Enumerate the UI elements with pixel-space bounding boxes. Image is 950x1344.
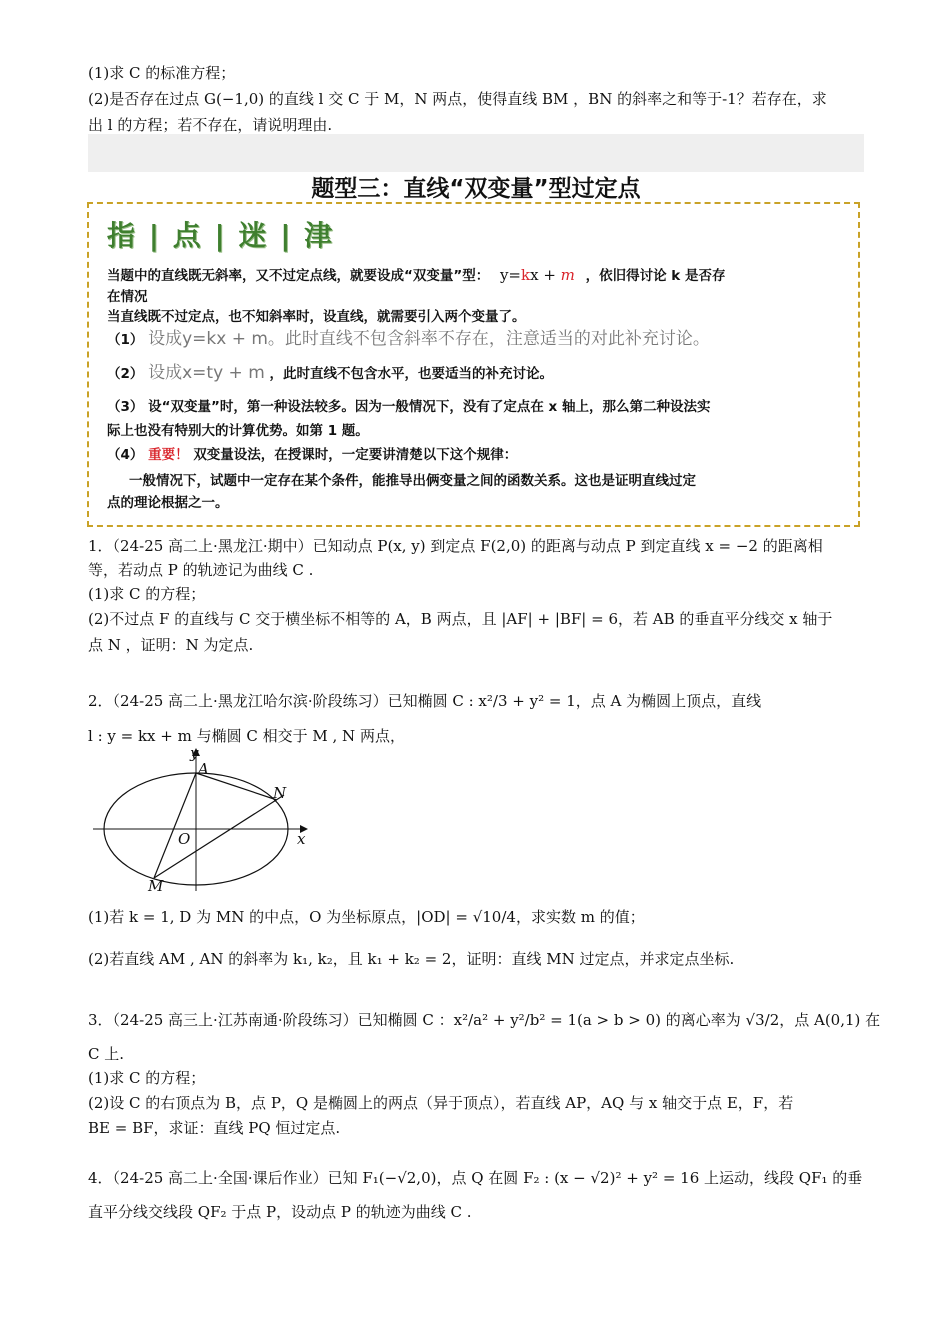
prev-question-part-2: (2)是否存在过点 G(−1,0) 的直线 l 交 C 于 M，N 两点，使得直线 BM ，BN 的斜率之和等于-1？若存在，求 [88, 90, 827, 108]
tips-paragraph-2: 当直线既不过定点，也不知斜率时，设直线，就需要引入两个变量了。 [107, 309, 526, 325]
tips-item-1 [107, 328, 852, 351]
tips-item-2-text: ，此时直线不包含水平，也要适当的补充讨论。 [269, 366, 553, 382]
tips-p1-text-end: ，依旧得讨论 k 是否存 [585, 268, 726, 284]
tips-paragraph-1-cont: 在情况 [107, 289, 148, 305]
tips-item-2 [107, 362, 852, 385]
problem-1-part-2: (2)不过点 F 的直线与 C 交于横坐标不相等的 A，B 两点，且 |AF| + |BF| = 6，若 AB 的垂直平分线交 x 轴于 [88, 610, 833, 628]
problem-1-stem: 1．（24-25 高二上·黑龙江·期中）已知动点 P(x, y) 到定点 F(2,0) 的距离与动点 P 到定直线 x = −2 的距离相 [88, 537, 823, 555]
label-m: M [148, 877, 164, 894]
tips-box [87, 202, 860, 527]
label-n: N [273, 784, 287, 802]
tips-item-3 [107, 396, 852, 418]
formula-x: x + [530, 266, 561, 284]
problem-2-part-1: (1)若 k = 1, D 为 MN 的中点，O 为坐标原点，|OD| = √10/4，求实数 m 的值； [88, 908, 645, 926]
prev-question-part-2-cont: 出 l 的方程；若不存在，请说明理由. [88, 116, 333, 134]
label-a: A [198, 760, 209, 778]
tips-item-4-detail-cont: 点的理论根据之一。 [107, 495, 229, 511]
line-mn [154, 795, 284, 878]
tips-item-2-formula: 设成x=ty + m [148, 363, 265, 383]
label-o: O [178, 830, 191, 848]
problem-3-part-1: (1)求 C 的方程； [88, 1069, 206, 1087]
label-y: y [190, 746, 199, 762]
line-am [154, 773, 196, 878]
problem-1-part-1: (1)求 C 的方程； [88, 585, 206, 603]
problem-4-stem-cont: 直平分线交线段 QF₂ 于点 P，设动点 P 的轨迹为曲线 C . [88, 1203, 472, 1221]
tips-item-3-text: 设“双变量”时，第一种设法较多。因为一般情况下，没有了定点在 x 轴上，那么第二种设法实 [148, 399, 711, 415]
problem-3-part-2: (2)设 C 的右顶点为 B，点 P，Q 是椭圆上的两点（异于顶点），若直线 AP，AQ 与 x 轴交于点 E，F，若 [88, 1094, 794, 1112]
tips-item-1-number: （1） [107, 332, 144, 348]
tips-item-2-number: （2） [107, 366, 144, 382]
tips-item-4-text: 双变量设法，在授课时，一定要讲清楚以下这个规律： [193, 447, 518, 463]
tips-item-3-number: （3） [107, 399, 144, 415]
formula-m: m [560, 266, 575, 284]
problem-2-stem: 2．（24-25 高二上·黑龙江哈尔滨·阶段练习）已知椭圆 C : x²/3 + y² = 1，点 A 为椭圆上顶点，直线 [88, 692, 762, 710]
tips-header: 指 | 点 | 迷 | 津 [107, 219, 335, 252]
problem-3-stem: 3．（24-25 高三上·江苏南通·阶段练习）已知椭圆 C ：x²/a² + y²/b² = 1(a > b > 0) 的离心率为 √3/2，点 A(0,1) 在 [88, 1011, 881, 1029]
tips-paragraph-1 [107, 264, 852, 287]
problem-3-part-2-cont: BE = BF，求证：直线 PQ 恒过定点. [88, 1119, 341, 1137]
prev-question-part-1: (1)求 C 的标准方程； [88, 64, 236, 82]
label-x: x [297, 830, 306, 848]
separator-bar [88, 134, 864, 172]
ellipse-figure [88, 746, 318, 894]
problem-4-stem: 4．（24-25 高二上·全国·课后作业）已知 F₁(−√2,0)，点 Q 在圆 F₂ : (x − √2)² + y² = 16 上运动，线段 QF₁ 的垂 [88, 1169, 863, 1187]
problem-2-stem-cont: l : y = kx + m 与椭圆 C 相交于 M , N 两点， [88, 727, 405, 745]
tips-p1-text: 当题中的直线既无斜率，又不过定点线，就要设成“双变量”型： [107, 268, 490, 284]
tips-important-label: 重要！ [148, 447, 189, 463]
formula-k: k [521, 266, 531, 284]
ellipse-diagram-svg [88, 746, 318, 894]
tips-item-4-detail: 一般情况下，试题中一定存在某个条件，能推导出俩变量之间的函数关系。这也是证明直线过定 [129, 473, 696, 489]
formula-y: y= [499, 266, 521, 284]
problem-1-part-2-cont: 点 N ，证明：N 为定点. [88, 636, 254, 654]
tips-item-4 [107, 444, 852, 466]
section-title: 题型三：直线“双变量”型过定点 [311, 176, 641, 202]
problem-2-part-2: (2)若直线 AM , AN 的斜率为 k₁, k₂，且 k₁ + k₂ = 2，证明：直线 MN 过定点，并求定点坐标. [88, 950, 735, 968]
formula-y-kx-m [500, 266, 575, 284]
problem-1-stem-cont: 等，若动点 P 的轨迹记为曲线 C . [88, 561, 314, 579]
tips-item-4-number: （4） [107, 447, 144, 463]
problem-3-stem-cont: C 上. [88, 1045, 125, 1063]
tips-item-3-cont: 际上也没有特别大的计算优势。如第 1 题。 [107, 423, 369, 439]
tips-item-1-text: 设成y=kx + m。此时直线不包含斜率不存在，注意适当的对此补充讨论。 [148, 329, 710, 349]
